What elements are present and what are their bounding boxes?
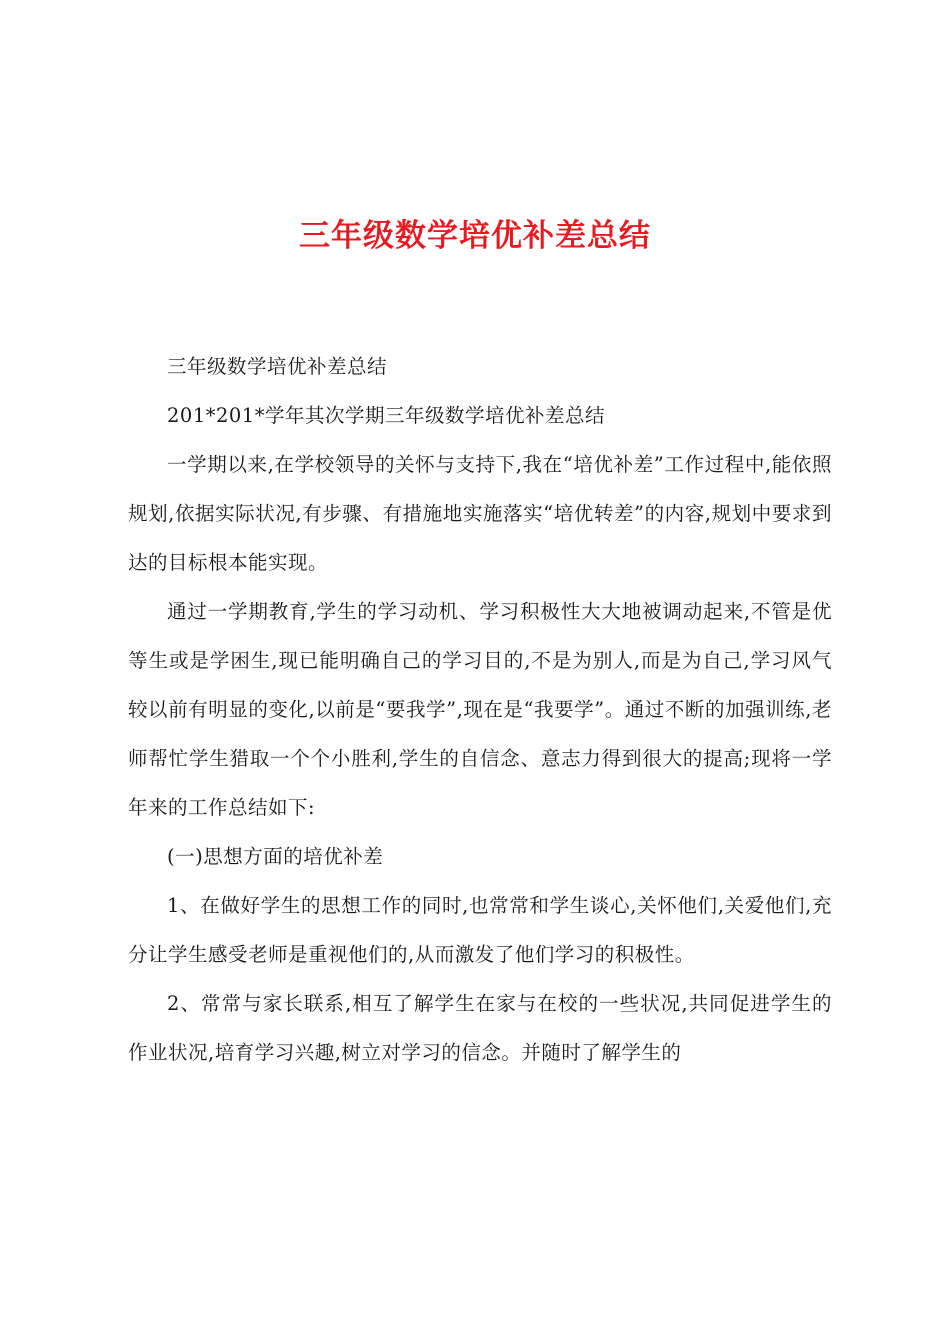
document-body	[128, 342, 832, 1077]
document-title: 三年级数学培优补差总结	[299, 218, 651, 254]
paragraph: 一学期以来,在学校领导的关怀与支持下,我在“培优补差”工作过程中,能依照规划,依据实际状况,有步骤、有措施地实施落实“培优转差”的内容,规划中要求到达的目标根本能实现。	[128, 453, 832, 574]
paragraph-subtitle: 201*201*学年其次学期三年级数学培优补差总结	[167, 404, 605, 427]
paragraph: 通过一学期教育,学生的学习动机、学习积极性大大地被调动起来,不管是优等生或是学困生,现已能明确自己的学习目的,不是为别人,而是为自己,学习风气较以前有明显的变化,以前是“要我学”,现在是“我要学”。通过不断的加强训练,老师帮忙学生猎取一个个小胜利,学生的自信念、意志力得到很大的提高;现将一学年来的工作总结如下:	[128, 600, 832, 819]
section-heading: (一)思想方面的培优补差	[167, 845, 384, 868]
paragraph: 2、常常与家长联系,相互了解学生在家与在校的一些状况,共同促进学生的作业状况,培育学习兴趣,树立对学习的信念。并随时了解学生的	[128, 992, 832, 1064]
paragraph: 1、在做好学生的思想工作的同时,也常常和学生谈心,关怀他们,关爱他们,充分让学生感受老师是重视他们的,从而激发了他们学习的积极性。	[128, 894, 832, 966]
paragraph-heading: 三年级数学培优补差总结	[167, 355, 388, 378]
